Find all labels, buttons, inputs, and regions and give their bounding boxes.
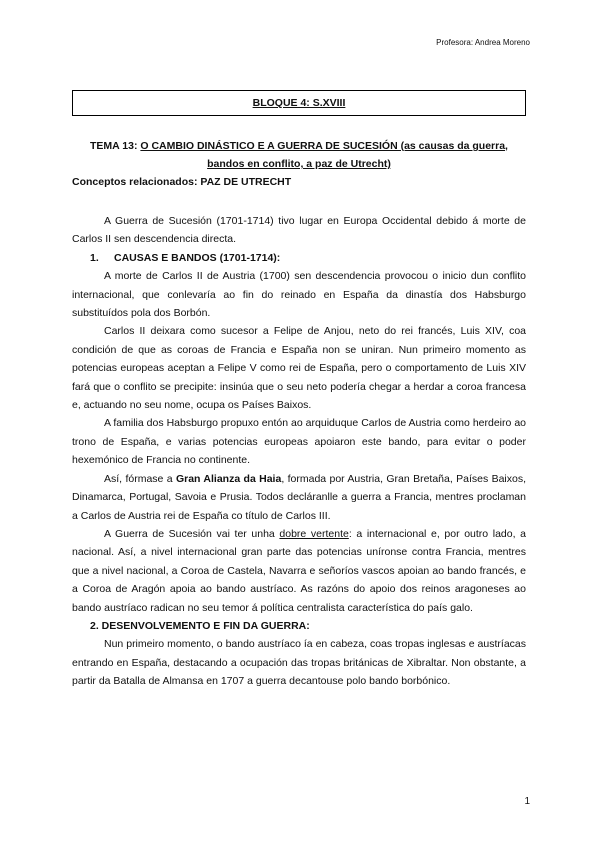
section2-heading: 2. DESENVOLVEMENTO E FIN DA GUERRA: [90,619,310,632]
tema-heading [72,137,526,173]
section1-heading [72,249,526,267]
section1-paragraph-2: Carlos II deixara como sucesor a Felipe de Anjou, neto do rei francés, Luis XIV, coa condición de que as coroas de Francia e España non se uniran. Nun primeiro momento as potencias europeas aceptan a Felipe V como rei de España, pero o comportamento de Luis XIV fará que o conflito se precipite: insinúa que o seu neto podería chegar a herdar a coroa francesa e, actuando no seu nome, ocupa os Países Baixos. [72,325,526,412]
bloque-title: BLOQUE 4: S.XVIII [252,97,346,109]
section1-number: 1. [90,251,99,264]
section1-paragraph-1: A morte de Carlos II de Austria (1700) sen descendencia provocou o inicio dun conflito internacional, que conlevaría ao fin do reinado en España da dinastía dos Habsburgo substituídos pola dos Borbón. [72,270,526,320]
dobre-vertente-term: dobre vertente [279,527,349,540]
teacher-header: Profesora: Andrea Moreno [436,38,530,47]
gran-alianza-term: Gran Alianza da Haia [175,472,282,485]
section2-paragraph-1: Nun primeiro momento, o bando austríaco ía en cabeza, coas tropas inglesas e austríacas entrando en España, destacando a ocupación das tropas británicas de Xibraltar. Non obstante, a partir da Batalla de Almansa en 1707 a guerra decantouse polo bando borbónico. [72,638,526,688]
intro-paragraph: A Guerra de Sucesión (1701-1714) tivo lugar en Europa Occidental debido á morte de Carlos II sen descendencia directa. [72,215,526,246]
section1-title: CAUSAS E BANDOS (1701-1714): [114,251,281,264]
page-number: 1 [524,796,530,807]
section1-paragraph-5: A Guerra de Sucesión vai ter unha dobre vertente: a internacional e, por outro lado, a nacional. Así, a nivel internacional gran parte das potencias uníronse contra Francia, mentres que a nivel nacional, a Coroa de Castela, Navarra e señoríos vascos apoian ao bando francés, e a Coroa de Aragón apoia ao bando austríaco. As razóns do apoio dos reinos aragoneses ao bando austríaco radican no seu temor á política centralista característica do país galo. [72,527,526,614]
section1-paragraph-3: A familia dos Habsburgo propuxo entón ao arquiduque Carlos de Austria como herdeiro ao trono de España, e varias potencias europeas apoiaron este bando, para evitar o poder hexemónico de Francia no continente. [72,417,526,467]
tema-prefix: TEMA 13: [90,140,141,152]
section1-paragraph-4: Así, fórmase a Gran Alianza da Haia, formada por Austria, Gran Bretaña, Países Baixos, Dinamarca, Portugal, Savoia e Prusia. Todos decláranlle a guerra a Francia, mentres proclaman a Carlos de Austria rei de España co título de Carlos III. [72,472,527,522]
bloque-title-box [72,90,526,116]
tema-title-line2: bandos en conflito, a paz de Utrecht) [207,158,391,170]
document-body [72,212,526,691]
related-concepts: Conceptos relacionados: PAZ DE UTRECHT [72,176,292,188]
tema-title-line1: O CAMBIO DINÁSTICO E A GUERRA DE SUCESIÓN (as causas da guerra, [140,140,508,152]
